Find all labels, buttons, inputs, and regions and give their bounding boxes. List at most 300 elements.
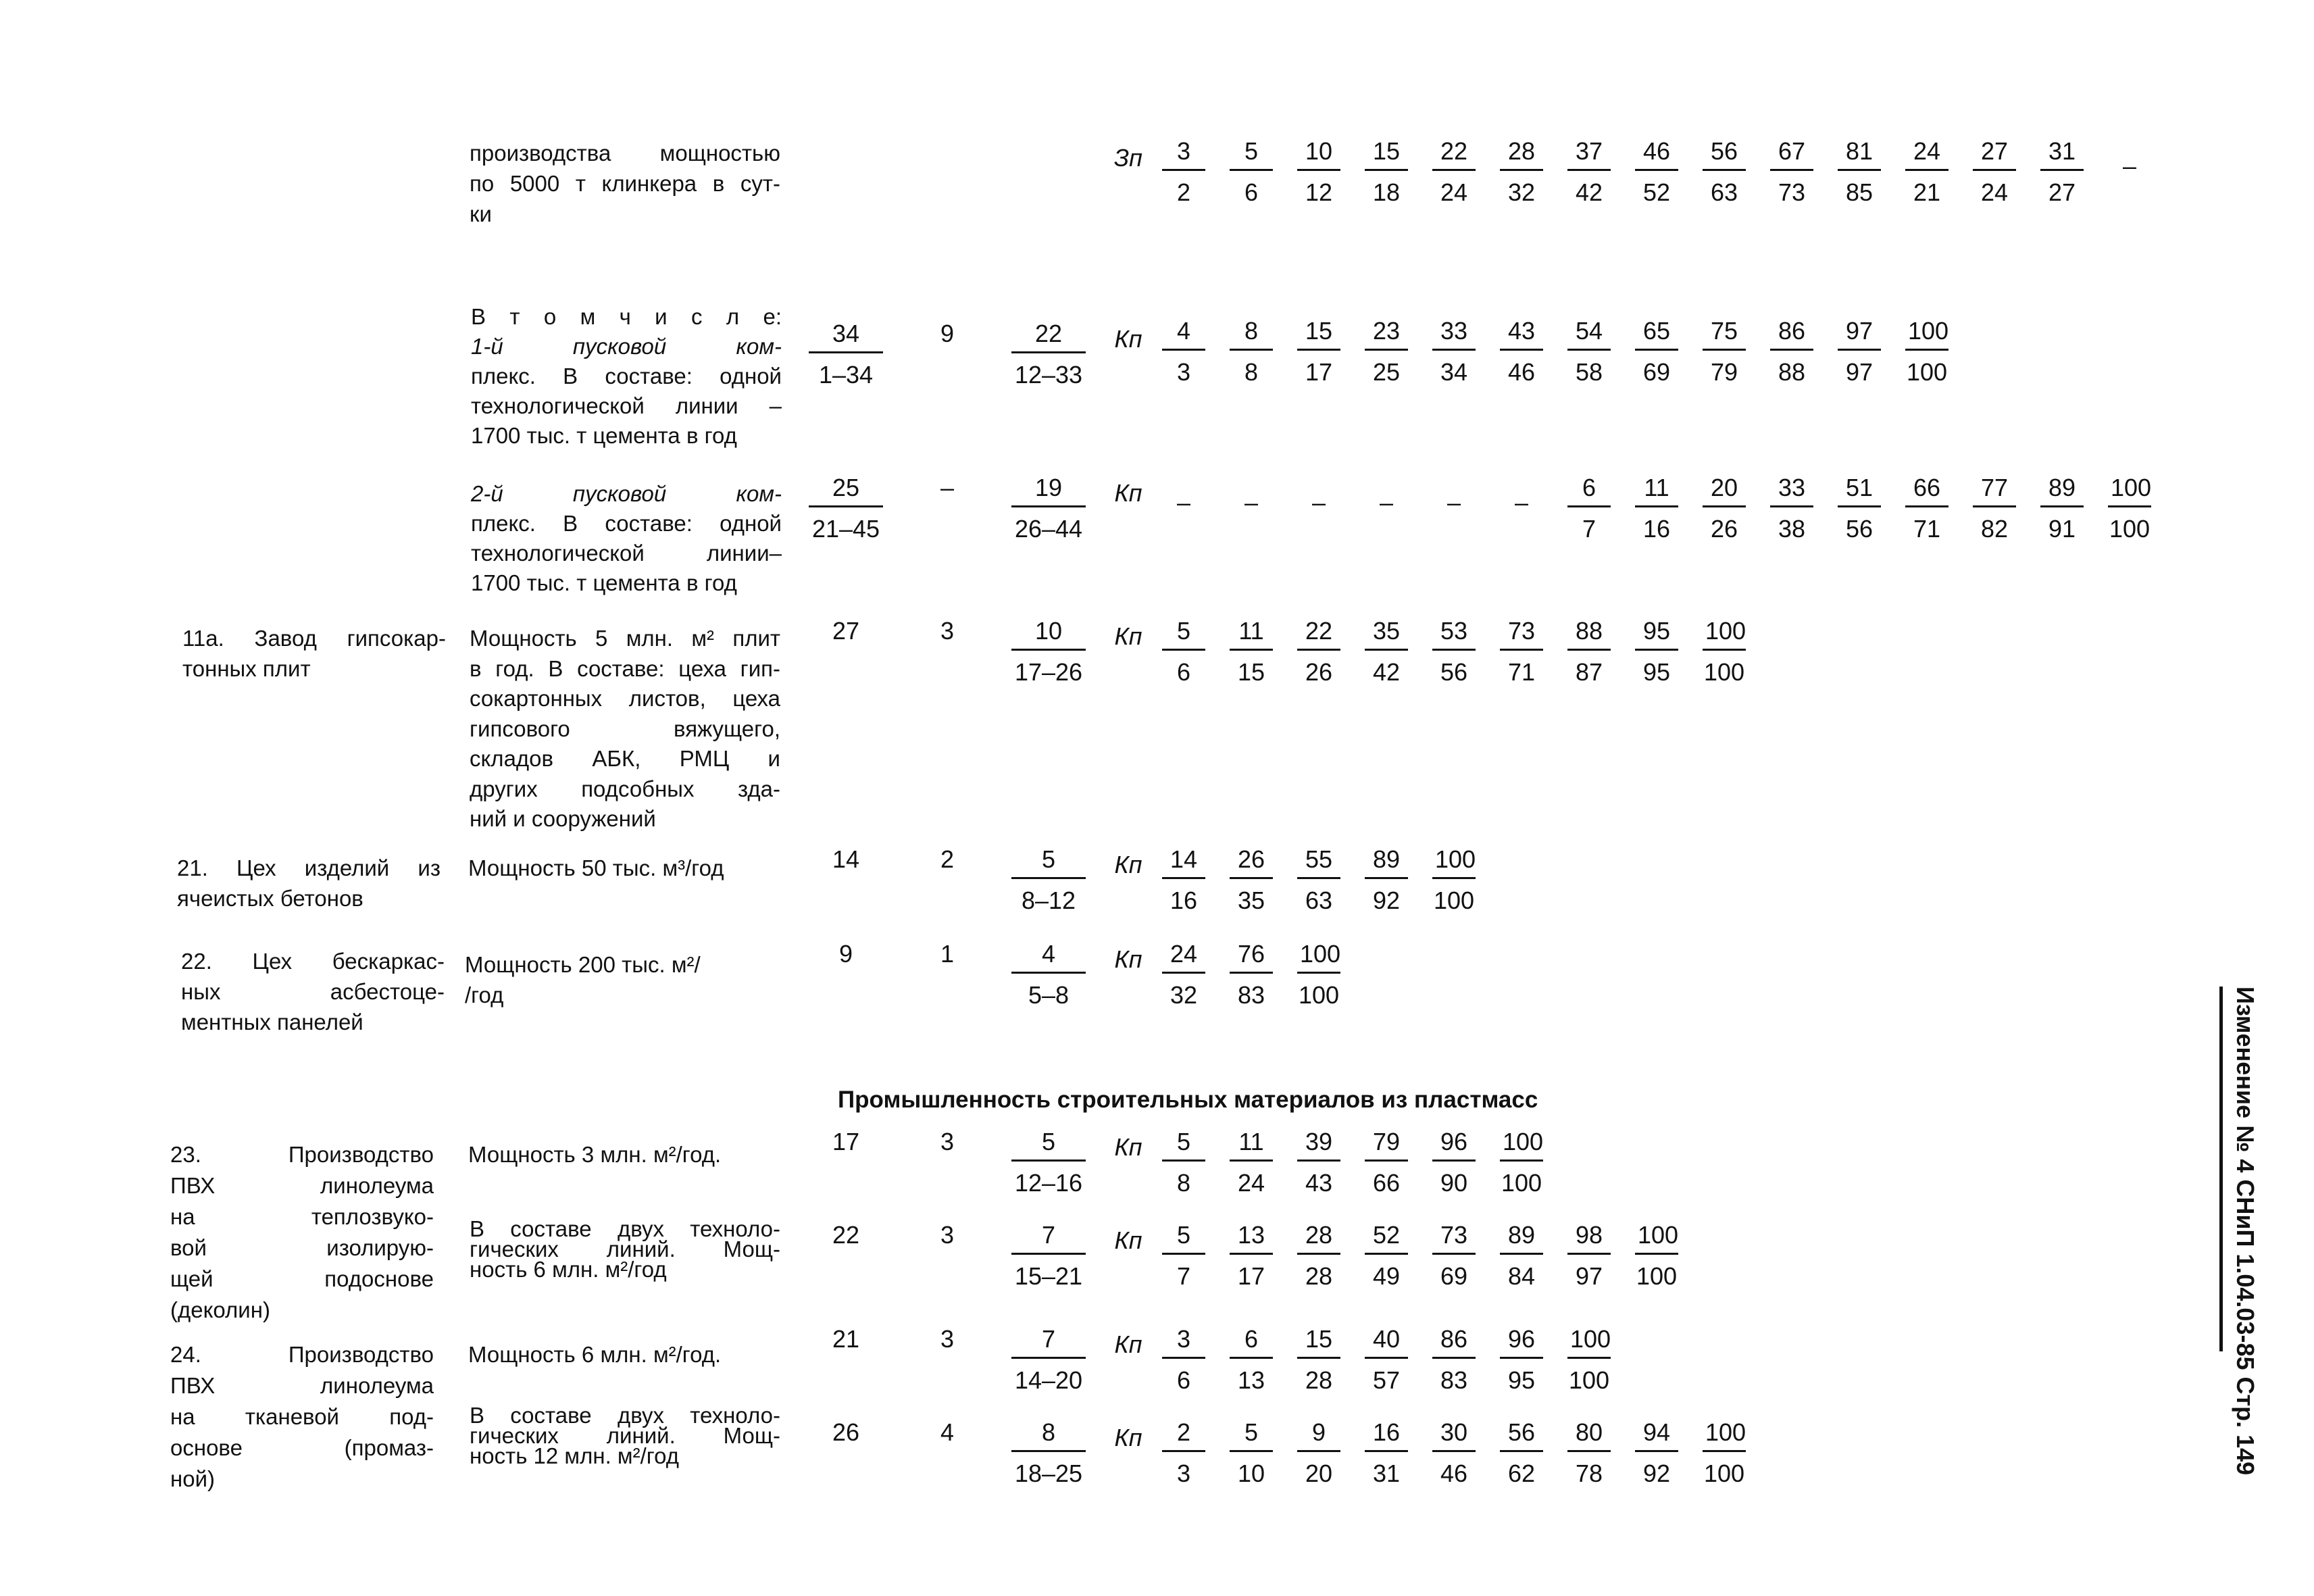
coefficient-fraction-numerator: 24 [1162,939,1205,974]
coefficient-fraction [1365,1324,1408,1395]
coefficient-fraction-numerator: 20 [1703,473,1746,507]
coefficient-fraction [1567,316,1611,387]
coefficient-fraction [1703,616,1746,687]
coefficient-fraction-numerator: 89 [1500,1220,1543,1255]
coefficient-fraction-numerator: 88 [1567,616,1611,651]
coefficient-fraction-denominator: 63 [1710,178,1738,206]
row24-name-line: 24. Производство [170,1342,434,1367]
coefficient-fraction [1635,1220,1678,1291]
coefficient-fraction-numerator: 67 [1770,136,1813,171]
coefficient-fraction [1365,316,1408,387]
row21-name-line: ячеистых бетонов [177,886,363,911]
coefficient-fraction-numerator: 97 [1838,316,1881,351]
coefficient-fraction-numerator: 100 [1703,616,1746,651]
coefficient-fraction [1162,1418,1205,1489]
coefficient-fraction [1635,136,1678,207]
coefficient-fraction-numerator: 15 [1297,1324,1340,1359]
term-fraction [1011,1418,1086,1489]
term-fraction-numerator: 10 [1011,616,1086,651]
term-fraction [1011,616,1086,687]
duration-value: 27 [832,617,860,645]
row23-name-line: вой изолирую- [170,1235,434,1260]
prep-period-value: 2 [940,845,955,873]
row11a-desc-line: гипсового вяжущего, [470,716,780,741]
coefficient-fraction-numerator: 24 [1905,136,1948,171]
coefficient-fraction [1162,1220,1205,1291]
coefficient-fraction [1432,1324,1476,1395]
coefficient-fraction [1500,1220,1543,1291]
row23-name-line: (деколин) [170,1297,270,1322]
coefficient-fraction [1162,939,1205,1010]
coefficient-fraction-denominator: 100 [1703,658,1745,686]
duration-value: 26 [832,1418,860,1446]
complex2-desc-line: плекс. В составе: одной [471,511,782,536]
coefficient-fraction [1230,1220,1273,1291]
prep-period-value: 3 [940,617,955,645]
coefficient-fraction-denominator: 78 [1575,1460,1603,1487]
row23b-desc-line: гических линий. Мощ- [470,1237,780,1262]
coefficient-fraction [1365,845,1408,916]
coefficient-fraction-numerator: 100 [1432,845,1476,879]
coefficient-fraction-denominator: 49 [1372,1262,1401,1290]
coefficient-fraction [1905,136,1948,207]
coefficient-fraction [1297,616,1340,687]
coefficient-fraction-denominator: 18 [1372,178,1401,206]
coefficient-fraction-denominator: 3 [1176,1460,1191,1487]
coefficient-fraction-numerator: 89 [2040,473,2084,507]
term-fraction-numerator: 5 [1011,845,1086,879]
coefficient-fraction [1162,1324,1205,1395]
coefficient-fraction-denominator: 92 [1642,1460,1671,1487]
coefficient-fraction-numerator: 28 [1500,136,1543,171]
coefficient-fraction-denominator: 8 [1244,358,1259,386]
coefficient-fraction-numerator: 73 [1500,616,1543,651]
term-fraction [1011,1220,1086,1291]
complex1-desc-line: плекс. В составе: одной [471,364,782,389]
coefficient-fraction-numerator: 5 [1162,1127,1205,1162]
coefficient-fraction-numerator: 86 [1770,316,1813,351]
coefficient-fraction [1297,1127,1340,1198]
coefficient-fraction-numerator: 98 [1567,1220,1611,1255]
coefficient-fraction [1297,1324,1340,1395]
coefficient-fraction-numerator: 76 [1230,939,1273,974]
coefficient-fraction-denominator: 58 [1575,358,1603,386]
coefficient-fraction-denominator: 71 [1507,658,1536,686]
coefficient-fraction-denominator: 100 [1433,887,1475,914]
complex1-desc-line: В т о м ч и с л е: [471,304,782,329]
coefficient-fraction [1500,316,1543,387]
coefficient-fraction [1230,1324,1273,1395]
coefficient-fraction-numerator: 96 [1432,1127,1476,1162]
coefficient-fraction [1365,616,1408,687]
coefficient-fraction-numerator: 89 [1365,845,1408,879]
coefficient-fraction [1905,473,1948,544]
coefficient-fraction-numerator: 96 [1500,1324,1543,1359]
empty-dash: – [1244,489,1259,516]
coefficient-fraction-denominator: 26 [1305,658,1333,686]
coefficient-fraction-numerator: 11 [1635,473,1678,507]
coefficient-fraction-denominator: 31 [1372,1460,1401,1487]
coefficient-fraction [1230,1418,1273,1489]
coefficient-fraction [1297,1418,1340,1489]
coefficient-fraction-denominator: 92 [1372,887,1401,914]
coefficient-fraction-numerator: 94 [1635,1418,1678,1452]
coefficient-fraction-denominator: 13 [1237,1366,1265,1394]
coefficient-fraction-numerator: 15 [1365,136,1408,171]
coefficient-fraction-numerator: 3 [1162,1324,1205,1359]
row23-name-line: ПВХ линолеума [170,1173,434,1198]
duration-fraction [809,473,883,544]
coefficient-fraction-numerator: 14 [1162,845,1205,879]
coefficient-fraction [1365,1220,1408,1291]
coefficient-fraction-numerator: 75 [1703,316,1746,351]
coefficient-fraction-denominator: 56 [1440,658,1468,686]
row11a-name-line: тонных плит [182,656,311,681]
coefficient-fraction [1365,1418,1408,1489]
row22-desc-line: Мощность 200 тыс. м²/ [465,952,701,977]
row23-name-line: на теплозвуко- [170,1204,434,1229]
coefficient-fraction-numerator: 66 [1905,473,1948,507]
coefficient-fraction-denominator: 27 [2048,178,2076,206]
row24b-desc-line: ность 12 млн. м²/год [470,1443,679,1468]
coefficient-fraction [1635,1418,1678,1489]
side-header: Изменение № 4 СНиП 1.04.03-85 Стр. 149 [2219,987,2263,1351]
coefficient-fraction-numerator: 8 [1230,316,1273,351]
term-fraction-numerator: 19 [1011,473,1086,507]
coefficient-fraction-numerator: 11 [1230,1127,1273,1162]
term-fraction-denominator: 26–44 [1014,515,1083,543]
coefficient-fraction [1973,136,2016,207]
prep-period-value: 3 [940,1325,955,1353]
row24b-desc-line: В составе двух техноло- [470,1403,780,1428]
coefficient-fraction-denominator: 7 [1582,515,1596,543]
coefficient-fraction-denominator: 24 [1237,1169,1265,1197]
coefficient-fraction [1297,316,1340,387]
coefficient-fraction-denominator: 15 [1237,658,1265,686]
coefficient-fraction-denominator: 83 [1440,1366,1468,1394]
row24-name-line: ной) [170,1466,215,1491]
coefficient-fraction-denominator: 100 [1501,1169,1542,1197]
coefficient-fraction [1567,473,1611,544]
coefficient-fraction-denominator: 32 [1507,178,1536,206]
duration-value: 22 [832,1221,860,1249]
coefficient-label: Кп [1114,325,1142,353]
coefficient-fraction-denominator: 100 [1298,981,1340,1009]
term-fraction [1011,1127,1086,1198]
coefficient-fraction [1635,316,1678,387]
coefficient-fraction-denominator: 7 [1176,1262,1191,1290]
row11a-desc-line: других подсобных зда- [470,776,780,801]
coefficient-fraction-numerator: 46 [1635,136,1678,171]
term-fraction [1011,1324,1086,1395]
coefficient-fraction [1162,845,1205,916]
duration-value: 17 [832,1128,860,1155]
term-fraction-numerator: 7 [1011,1220,1086,1255]
coefficient-label: Кп [1114,1133,1142,1161]
coefficient-label: Зп [1114,144,1142,172]
coefficient-fraction-denominator: 95 [1507,1366,1536,1394]
coefficient-fraction-denominator: 82 [1980,515,2009,543]
coefficient-fraction [1635,473,1678,544]
coefficient-fraction-denominator: 16 [1642,515,1671,543]
term-fraction-numerator: 8 [1011,1418,1086,1452]
coefficient-fraction-denominator: 17 [1305,358,1333,386]
row23b-desc-line: В составе двух техноло- [470,1216,780,1241]
coefficient-fraction-denominator: 12 [1305,178,1333,206]
coefficient-fraction [1770,473,1813,544]
section-title: Промышленность строительных материалов из пластмасс [838,1087,1538,1113]
coefficient-fraction-denominator: 42 [1575,178,1603,206]
row23-name-line: щей подоснове [170,1266,434,1291]
term-fraction [1011,319,1086,390]
coefficient-fraction-numerator: 55 [1297,845,1340,879]
prep-period-value: 1 [940,940,955,968]
row23a-desc-line: Мощность 3 млн. м²/год. [468,1142,722,1167]
coefficient-fraction [1905,316,1948,387]
coefficient-fraction-denominator: 63 [1305,887,1333,914]
coefficient-fraction [1500,1127,1543,1198]
term-fraction-numerator: 22 [1011,319,1086,353]
term-fraction [1011,939,1086,1010]
coefficient-fraction-denominator: 79 [1710,358,1738,386]
prep-period-value: 3 [940,1128,955,1155]
coefficient-fraction-denominator: 24 [1440,178,1468,206]
coefficient-fraction-denominator: 100 [1703,1460,1745,1487]
coefficient-fraction-numerator: 6 [1230,1324,1273,1359]
coefficient-fraction-numerator: 27 [1973,136,2016,171]
coefficient-fraction-numerator: 86 [1432,1324,1476,1359]
coefficient-fraction [1635,616,1678,687]
term-fraction-denominator: 15–21 [1014,1262,1083,1290]
duration-value: 14 [832,845,860,873]
coefficient-fraction [1703,316,1746,387]
duration-fraction-numerator: 34 [809,319,883,353]
term-fraction-numerator: 4 [1011,939,1086,974]
row23b-desc-line: ность 6 млн. м²/год [470,1257,667,1282]
coefficient-fraction [1567,1220,1611,1291]
coefficient-fraction-numerator: 73 [1432,1220,1476,1255]
coefficient-fraction [1703,473,1746,544]
coefficient-fraction-numerator: 35 [1365,616,1408,651]
coefficient-fraction-numerator: 100 [1500,1127,1543,1162]
row23-name-line: 23. Производство [170,1142,434,1167]
coefficient-fraction-numerator: 3 [1162,136,1205,171]
top-desc-line: по 5000 т клинкера в сут- [470,171,780,196]
coefficient-fraction [1973,473,2016,544]
coefficient-fraction-numerator: 54 [1567,316,1611,351]
coefficient-fraction-denominator: 85 [1845,178,1873,206]
coefficient-fraction-numerator: 56 [1703,136,1746,171]
coefficient-label: Кп [1114,1226,1142,1254]
coefficient-fraction-denominator: 95 [1642,658,1671,686]
row21-name-line: 21. Цех изделий из [177,855,441,880]
term-fraction-numerator: 7 [1011,1324,1086,1359]
coefficient-fraction-denominator: 46 [1507,358,1536,386]
coefficient-fraction-numerator: 2 [1162,1418,1205,1452]
coefficient-fraction-numerator: 5 [1230,1418,1273,1452]
coefficient-fraction-numerator: 100 [1635,1220,1678,1255]
coefficient-fraction-numerator: 5 [1162,1220,1205,1255]
row22-desc-line: /год [465,982,504,1007]
row11a-name-line: 11а. Завод гипсокар- [182,626,446,651]
coefficient-label: Кп [1114,945,1142,973]
coefficient-fraction [1500,1324,1543,1395]
coefficient-fraction-numerator: 33 [1770,473,1813,507]
coefficient-fraction-denominator: 42 [1372,658,1401,686]
term-fraction-denominator: 17–26 [1014,658,1083,686]
coefficient-fraction-numerator: 31 [2040,136,2084,171]
row11a-desc-line: ний и сооружений [470,806,656,831]
coefficient-fraction [1500,136,1543,207]
coefficient-fraction-numerator: 39 [1297,1127,1340,1162]
coefficient-fraction [1770,316,1813,387]
coefficient-label: Кп [1114,1424,1142,1451]
coefficient-fraction [1162,616,1205,687]
coefficient-fraction [1230,136,1273,207]
coefficient-fraction-denominator: 24 [1980,178,2009,206]
coefficient-fraction-denominator: 88 [1778,358,1806,386]
empty-dash: – [1311,489,1326,516]
coefficient-fraction [1297,1220,1340,1291]
coefficient-fraction-numerator: 77 [1973,473,2016,507]
coefficient-fraction [1838,136,1881,207]
coefficient-fraction-numerator: 37 [1567,136,1611,171]
coefficient-fraction-numerator: 5 [1162,616,1205,651]
coefficient-fraction-denominator: 6 [1176,1366,1191,1394]
term-fraction-denominator: 8–12 [1021,887,1076,914]
term-fraction-denominator: 14–20 [1014,1366,1083,1394]
coefficient-fraction-denominator: 34 [1440,358,1468,386]
coefficient-fraction-numerator: 81 [1838,136,1881,171]
coefficient-fraction-numerator: 56 [1500,1418,1543,1452]
coefficient-fraction-denominator: 21 [1913,178,1941,206]
coefficient-fraction [1365,136,1408,207]
coefficient-fraction [1162,316,1205,387]
coefficient-fraction [2040,136,2084,207]
coefficient-fraction-denominator: 52 [1642,178,1671,206]
term-fraction-denominator: 18–25 [1014,1460,1083,1487]
coefficient-fraction [1838,473,1881,544]
coefficient-fraction [1432,316,1476,387]
top-desc-line: производства мощностью [470,141,780,166]
coefficient-fraction-denominator: 32 [1169,981,1198,1009]
term-fraction [1011,473,1086,544]
coefficient-fraction-denominator: 2 [1176,178,1191,206]
row24a-desc-line: Мощность 6 млн. м²/год. [468,1342,722,1367]
coefficient-label: Кп [1114,851,1142,878]
coefficient-fraction-denominator: 35 [1237,887,1265,914]
row24b-desc-line: гических линий. Мощ- [470,1423,780,1448]
coefficient-fraction-numerator: 80 [1567,1418,1611,1452]
coefficient-fraction [1567,1418,1611,1489]
coefficient-label: Кп [1114,1330,1142,1358]
coefficient-fraction [1432,845,1476,916]
coefficient-fraction-denominator: 97 [1845,358,1873,386]
empty-dash: – [1514,489,1529,516]
coefficient-label: Кп [1114,622,1142,650]
coefficient-label: Кп [1114,479,1142,507]
coefficient-fraction [1770,136,1813,207]
coefficient-fraction [1365,1127,1408,1198]
coefficient-fraction-numerator: 100 [1567,1324,1611,1359]
coefficient-fraction-numerator: 10 [1297,136,1340,171]
coefficient-fraction-denominator: 84 [1507,1262,1536,1290]
prep-period-value: 4 [940,1418,955,1446]
coefficient-fraction-denominator: 100 [1906,358,1948,386]
coefficient-fraction-denominator: 100 [1568,1366,1610,1394]
coefficient-fraction-numerator: 40 [1365,1324,1408,1359]
duration-value: 9 [838,940,853,968]
row22-name-line: ных асбестоце- [181,979,445,1004]
coefficient-fraction [1432,1418,1476,1489]
empty-dash: – [1379,489,1394,516]
coefficient-fraction-numerator: 22 [1297,616,1340,651]
coefficient-fraction-numerator: 43 [1500,316,1543,351]
coefficient-fraction-denominator: 6 [1176,658,1191,686]
coefficient-fraction [1230,616,1273,687]
coefficient-fraction [1230,845,1273,916]
coefficient-fraction-denominator: 20 [1305,1460,1333,1487]
coefficient-fraction-denominator: 71 [1913,515,1941,543]
coefficient-fraction-denominator: 66 [1372,1169,1401,1197]
coefficient-fraction-denominator: 43 [1305,1169,1333,1197]
coefficient-fraction-numerator: 51 [1838,473,1881,507]
coefficient-fraction-numerator: 53 [1432,616,1476,651]
row21-desc-line: Мощность 50 тыс. м³/год [468,855,724,880]
coefficient-fraction [1567,1324,1611,1395]
coefficient-fraction [1432,616,1476,687]
duration-value: 21 [832,1325,860,1353]
coefficient-fraction [2108,473,2151,544]
coefficient-fraction [1838,316,1881,387]
coefficient-fraction-numerator: 13 [1230,1220,1273,1255]
term-fraction-numerator: 5 [1011,1127,1086,1162]
prep-period-value: – [940,474,955,501]
prep-period-value: 3 [940,1221,955,1249]
coefficient-fraction-numerator: 26 [1230,845,1273,879]
row24-name-line: на тканевой под- [170,1404,434,1429]
row24-name-line: ПВХ линолеума [170,1373,434,1398]
coefficient-fraction-denominator: 56 [1845,515,1873,543]
coefficient-fraction-numerator: 52 [1365,1220,1408,1255]
coefficient-fraction-numerator: 79 [1365,1127,1408,1162]
coefficient-fraction-denominator: 38 [1778,515,1806,543]
coefficient-fraction-numerator: 5 [1230,136,1273,171]
coefficient-fraction [1703,1418,1746,1489]
coefficient-fraction-numerator: 33 [1432,316,1476,351]
empty-dash: – [1447,489,1461,516]
coefficient-fraction-denominator: 62 [1507,1460,1536,1487]
coefficient-fraction-numerator: 22 [1432,136,1476,171]
coefficient-fraction-numerator: 100 [1905,316,1948,351]
coefficient-fraction-denominator: 91 [2048,515,2076,543]
coefficient-fraction-numerator: 15 [1297,316,1340,351]
coefficient-fraction-denominator: 16 [1169,887,1198,914]
duration-fraction-denominator: 1–34 [818,361,874,389]
coefficient-fraction-denominator: 28 [1305,1366,1333,1394]
coefficient-fraction-denominator: 100 [1636,1262,1678,1290]
tail-dash: – [2122,152,2137,180]
duration-fraction-numerator: 25 [809,473,883,507]
coefficient-fraction-numerator: 100 [1297,939,1340,974]
coefficient-fraction-denominator: 8 [1176,1169,1191,1197]
complex2-desc-line: технологической линии– [471,541,782,566]
coefficient-fraction-denominator: 73 [1778,178,1806,206]
complex1-desc-line: 1700 тыс. т цемента в год [471,423,737,448]
coefficient-fraction-denominator: 46 [1440,1460,1468,1487]
complex1-desc-line: технологической линии – [471,393,782,418]
complex1-desc-line: 1-й пусковой ком- [471,334,782,359]
